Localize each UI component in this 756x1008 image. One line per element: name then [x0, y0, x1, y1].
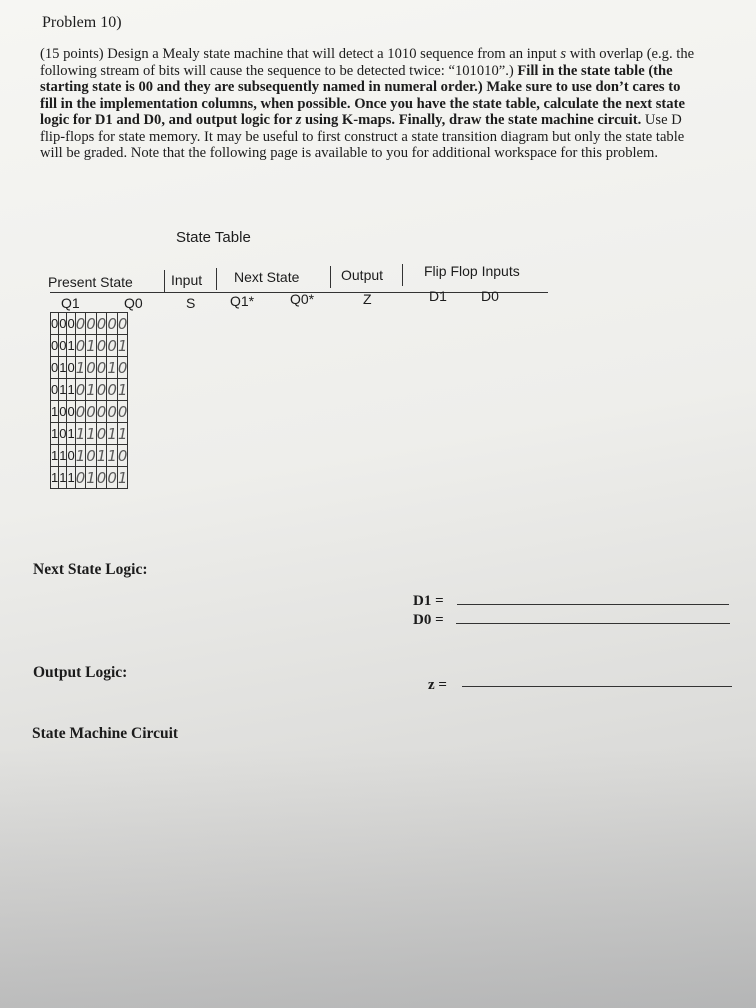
table-cell-q0-next[interactable]: 1: [86, 468, 96, 487]
col-q1: Q1: [61, 295, 80, 311]
col-z: Z: [363, 291, 372, 307]
table-cell-q1: 1: [51, 423, 59, 445]
table-cell-q0-next[interactable]: 1: [86, 336, 96, 355]
table-row: [51, 467, 128, 489]
table-cell-q1-next[interactable]: 1: [75, 446, 86, 465]
table-cell-q0: 1: [59, 379, 67, 401]
table-cell-q0: 0: [59, 423, 67, 445]
table-cell-d1[interactable]: 1: [107, 424, 117, 443]
table-cell-d0[interactable]: 0: [117, 402, 128, 421]
table-cell-q1: 0: [51, 357, 59, 379]
d1-equation-label: D1 =: [413, 593, 444, 609]
table-cell-s: 0: [67, 313, 75, 335]
table-cell-s: 1: [67, 423, 75, 445]
table-cell-z[interactable]: 0: [96, 314, 107, 333]
col-q1-next: Q1*: [230, 293, 255, 309]
table-cell-q0: 1: [59, 445, 67, 467]
table-cell-s: 0: [67, 401, 75, 423]
table-cell-d1[interactable]: 0: [107, 402, 117, 421]
table-cell-q1: 1: [51, 467, 59, 489]
table-cell-q0: 0: [59, 313, 67, 335]
z-equation-label: z =: [428, 677, 447, 693]
table-cell-q0-next[interactable]: 0: [86, 314, 96, 333]
col-d1: D1: [429, 288, 447, 304]
problem-text-part-1: (15 points) Design a Mealy state machine that will detect a 1010 sequence from an input: [40, 46, 561, 62]
problem-text-bold: Fill in the state table (the starting state is 00 and they are subsequently named in numeral order.) Make sure to use don’t cares to fill in the implementation columns, when possible. Once you have the state table, calculate the next state logic for D1 and D0, and output logic for: [40, 62, 685, 128]
table-cell-q1: 0: [51, 379, 59, 401]
table-cell-d1[interactable]: 0: [107, 314, 117, 333]
problem-text-part-2: with overlap (e.g. the following stream of bits will cause the sequence to be detected twice: “101010”.): [40, 46, 695, 79]
table-cell-z[interactable]: 0: [96, 336, 107, 355]
table-row: [51, 401, 128, 423]
table-cell-q1: 0: [51, 335, 59, 357]
z-answer-line[interactable]: [462, 686, 732, 687]
table-cell-q0-next[interactable]: 1: [86, 424, 96, 443]
variable-z: z: [295, 112, 302, 128]
next-state-logic-label: Next State Logic:: [33, 561, 148, 578]
table-cell-z[interactable]: 0: [96, 358, 107, 377]
table-cell-q1-next[interactable]: 1: [75, 424, 86, 443]
col-q0: Q0: [124, 295, 143, 311]
table-cell-q0-next[interactable]: 1: [86, 380, 96, 399]
table-cell-q0: 0: [59, 335, 67, 357]
table-cell-d1[interactable]: 1: [107, 358, 117, 377]
variable-s: s: [560, 46, 567, 62]
d1-answer-line[interactable]: [457, 604, 729, 605]
table-cell-q1-next[interactable]: 0: [75, 468, 86, 487]
table-row: [51, 313, 128, 335]
table-cell-z[interactable]: 0: [96, 402, 107, 421]
table-cell-q0-next[interactable]: 0: [86, 446, 96, 465]
table-cell-s: 0: [67, 357, 75, 379]
table-row: [51, 335, 128, 357]
table-cell-s: 1: [67, 335, 75, 357]
table-cell-q1-next[interactable]: 0: [75, 380, 86, 399]
table-cell-d1[interactable]: 1: [107, 446, 117, 465]
header-flip-flop-inputs: Flip Flop Inputs: [424, 263, 520, 279]
state-table-title: State Table: [176, 229, 251, 246]
d0-equation-label: D0 =: [413, 612, 444, 628]
table-cell-q0-next[interactable]: 0: [86, 402, 96, 421]
table-cell-z[interactable]: 0: [96, 424, 107, 443]
table-cell-q1: 0: [51, 313, 59, 335]
table-cell-d1[interactable]: 0: [107, 468, 117, 487]
state-machine-circuit-label: State Machine Circuit: [32, 725, 179, 742]
table-row: [51, 357, 128, 379]
table-cell-d0[interactable]: 1: [117, 380, 128, 399]
table-cell-d0[interactable]: 1: [117, 336, 128, 355]
table-cell-d1[interactable]: 0: [107, 336, 117, 355]
table-cell-q1-next[interactable]: 0: [75, 336, 86, 355]
output-logic-label: Output Logic:: [33, 664, 128, 681]
col-q0-next: Q0*: [290, 291, 315, 307]
table-cell-s: 0: [67, 445, 75, 467]
table-cell-s: 1: [67, 467, 75, 489]
table-cell-q0-next[interactable]: 0: [86, 358, 96, 377]
table-row: [51, 423, 128, 445]
header-output: Output: [341, 267, 384, 283]
table-cell-q1-next[interactable]: 1: [75, 358, 86, 377]
table-cell-z[interactable]: 0: [96, 380, 107, 399]
table-cell-q1-next[interactable]: 0: [75, 402, 86, 421]
table-cell-q0: 0: [59, 401, 67, 423]
state-table-grid: [50, 312, 128, 489]
table-cell-d0[interactable]: 0: [117, 446, 128, 465]
col-d0: D0: [481, 288, 499, 304]
table-cell-q0: 1: [59, 357, 67, 379]
problem-text-bold-2: using K-maps. Finally, draw the state machine circuit.: [301, 112, 642, 128]
table-cell-d0[interactable]: 1: [117, 424, 128, 443]
problem-title: Problem 10): [42, 14, 122, 31]
d0-answer-line[interactable]: [456, 623, 730, 624]
table-cell-d1[interactable]: 0: [107, 380, 117, 399]
table-cell-s: 1: [67, 379, 75, 401]
table-cell-q0: 1: [59, 467, 67, 489]
problem-statement: [40, 46, 700, 162]
table-cell-z[interactable]: 0: [96, 468, 107, 487]
header-present-state: Present State: [48, 274, 133, 290]
table-cell-q1: 1: [51, 445, 59, 467]
table-cell-d0[interactable]: 0: [117, 358, 128, 377]
header-next-state: Next State: [234, 269, 300, 285]
table-row: [51, 445, 128, 467]
table-row: [51, 379, 128, 401]
table-cell-d0[interactable]: 1: [117, 468, 128, 487]
header-input: Input: [171, 272, 203, 288]
problem-text-part-3: Use D flip-flops for state memory. It may be useful to first construct a state transition diagram but only the state table will be graded. Note that the following page is available to you for additional workspace for this problem.: [40, 112, 685, 161]
table-cell-q1: 1: [51, 401, 59, 423]
table-cell-z[interactable]: 1: [96, 446, 107, 465]
table-cell-q1-next[interactable]: 0: [75, 314, 86, 333]
table-cell-d0[interactable]: 0: [117, 314, 128, 333]
col-s: S: [186, 295, 196, 311]
